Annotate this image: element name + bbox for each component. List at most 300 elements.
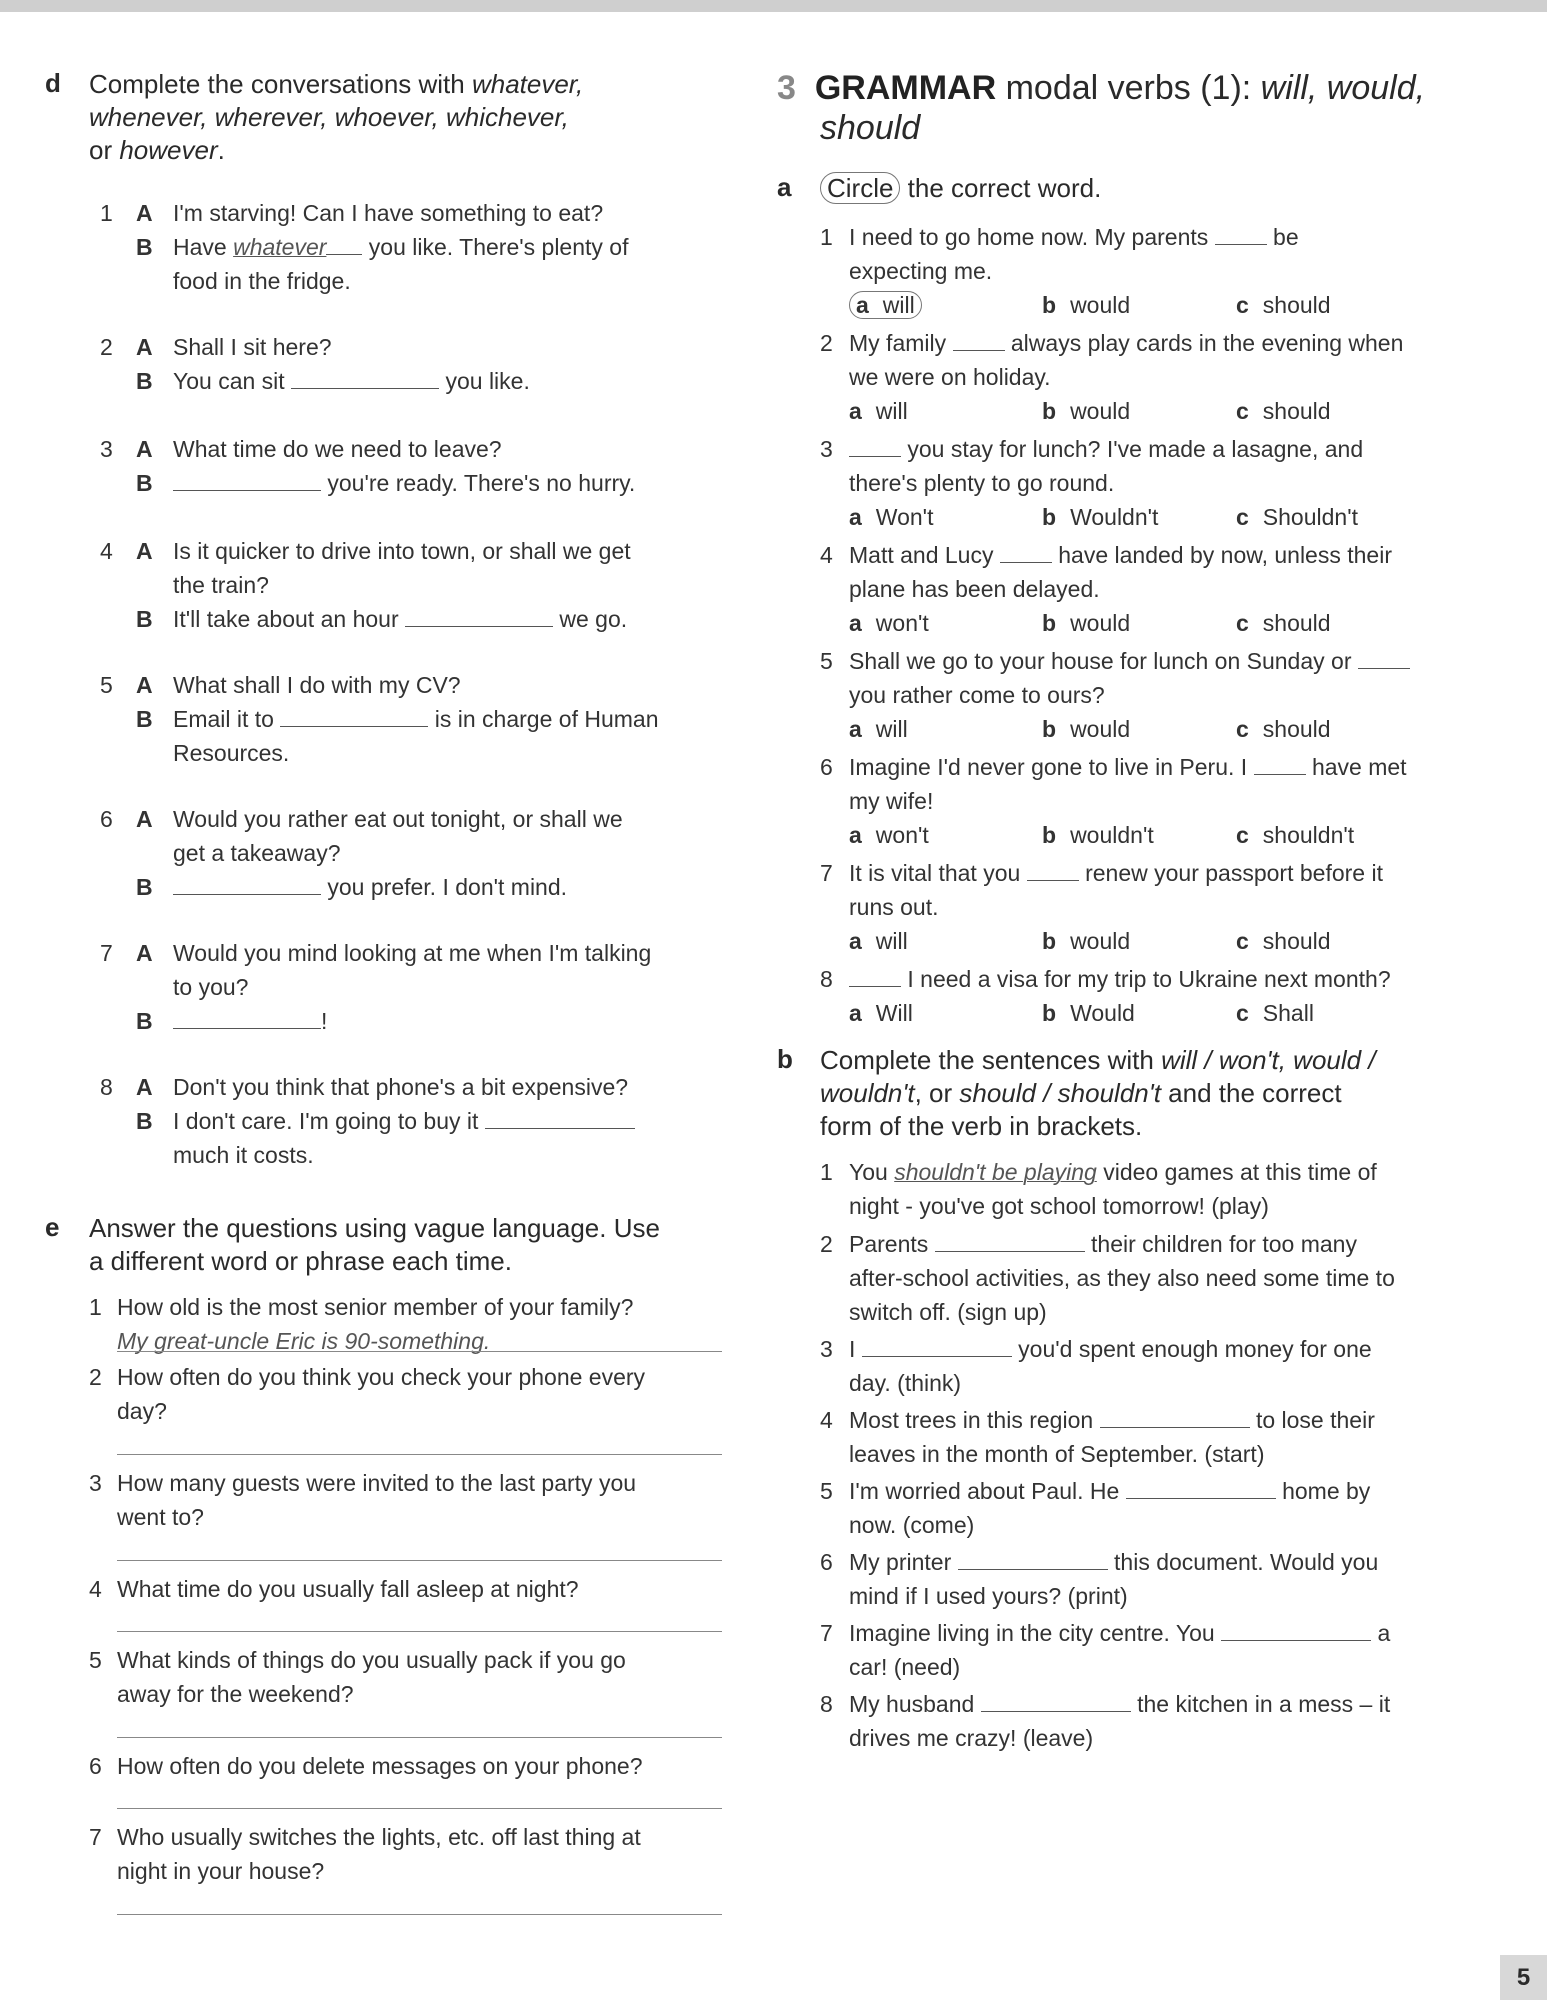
dialogue-line-b [173, 604, 627, 634]
heading-italic: will, would, [1260, 69, 1426, 107]
sentence-line-cont: night - you've got school tomorrow! (play) [849, 1193, 1269, 1219]
option-a[interactable] [849, 290, 922, 320]
instr-text: the correct word. [900, 173, 1102, 203]
answer-line[interactable] [117, 1808, 722, 1809]
option-letter: c [1236, 610, 1249, 636]
answer-blank[interactable] [1358, 648, 1410, 669]
item-number: 5 [820, 1478, 833, 1504]
question: How old is the most senior member of your family? [117, 1294, 634, 1320]
text: you prefer. I don't mind. [321, 874, 568, 900]
instr-text: . [217, 135, 225, 165]
dialogue-line-b [173, 468, 635, 498]
text: the kitchen in a mess – it [1130, 1691, 1391, 1717]
option-letter: b [1042, 610, 1057, 636]
answer-blank[interactable] [405, 606, 553, 627]
instr-text: a different word or phrase each time. [89, 1246, 512, 1276]
option-body [1236, 1000, 1314, 1026]
section-e-letter: e [45, 1212, 60, 1242]
example-answer: shouldn't be playing [894, 1159, 1097, 1185]
text: a [1371, 1620, 1391, 1646]
option-body [1042, 1000, 1135, 1026]
option-text: will [882, 292, 915, 318]
text: Most trees in this region [849, 1407, 1100, 1433]
text: Imagine I'd never gone to live in Peru. I [849, 754, 1254, 780]
instr-words: whenever, wherever, whoever, whichever, [89, 102, 569, 132]
option-a[interactable] [849, 820, 929, 850]
text: we go. [553, 606, 628, 632]
question: Who usually switches the lights, etc. off last thing at [117, 1824, 641, 1850]
dialogue-line-b-cont: food in the fridge. [173, 268, 351, 294]
dialogue-line-a: What time do we need to leave? [173, 436, 502, 462]
option-c[interactable] [1236, 290, 1331, 320]
item-number: 8 [820, 1691, 833, 1717]
option-b[interactable] [1042, 820, 1154, 850]
instr-text: Complete the conversations with [89, 69, 472, 99]
text: video games at this time of [1096, 1159, 1377, 1185]
text: you'd spent enough money for one [1011, 1336, 1372, 1362]
answer-blank[interactable] [1100, 1407, 1250, 1428]
item-number: 5 [89, 1647, 102, 1673]
speaker-b: B [136, 606, 153, 632]
question-line-cont: plane has been delayed. [849, 576, 1100, 602]
instr-text: Complete the sentences with [820, 1045, 1162, 1075]
sentence-line [849, 1476, 1370, 1506]
item-number: 2 [820, 1231, 833, 1257]
speaker-a: A [136, 806, 153, 832]
sentence-line-cont: day. (think) [849, 1370, 962, 1396]
text: renew your passport before it [1078, 860, 1383, 886]
speaker-b: B [136, 1108, 153, 1134]
answer-blank[interactable] [485, 1108, 635, 1129]
answer-blank[interactable] [849, 966, 901, 987]
option-b[interactable] [1042, 926, 1130, 956]
option-body [849, 928, 908, 954]
option-body [849, 610, 929, 636]
option-c[interactable] [1236, 820, 1354, 850]
speaker-b: B [136, 470, 153, 496]
option-body [1236, 504, 1358, 530]
instr-italic: should / shouldn't [959, 1078, 1161, 1108]
sentence-line [849, 1405, 1375, 1435]
question-line-cont: you rather come to ours? [849, 682, 1105, 708]
option-body [849, 398, 908, 424]
example-answer: whatever [233, 234, 327, 260]
dialogue-line-a-cont: get a takeaway? [173, 840, 341, 866]
text: to lose their [1249, 1407, 1375, 1433]
answer-blank[interactable] [173, 874, 321, 895]
option-letter: c [1236, 1000, 1249, 1026]
sentence-line [849, 1618, 1390, 1648]
text: My husband [849, 1691, 981, 1717]
answer-blank[interactable] [1000, 542, 1052, 563]
answer-line[interactable] [117, 1351, 722, 1352]
sentence-line [849, 1334, 1372, 1364]
instr-italic: will / won't, would / [1161, 1045, 1376, 1075]
answer-blank[interactable] [981, 1691, 1131, 1712]
text: Email it to [173, 706, 281, 732]
option-body [1042, 928, 1130, 954]
text: home by [1275, 1478, 1371, 1504]
grammar-3-heading [777, 68, 1477, 148]
option-a[interactable] [849, 998, 913, 1028]
text: have met [1305, 754, 1407, 780]
sentence-line [849, 1547, 1378, 1577]
option-body [849, 291, 922, 319]
text: My printer [849, 1549, 958, 1575]
question-line [849, 964, 1391, 994]
answer-blank[interactable] [326, 234, 362, 255]
option-body [849, 822, 929, 848]
option-body [1236, 822, 1354, 848]
option-c[interactable] [1236, 396, 1331, 426]
item-number: 2 [820, 330, 833, 356]
item-number: 1 [820, 1159, 833, 1185]
option-text: should [1262, 928, 1331, 954]
speaker-b: B [136, 1008, 153, 1034]
question-line-cont: runs out. [849, 894, 939, 920]
option-text: would [1070, 292, 1131, 318]
item-number: 2 [100, 334, 113, 360]
question-line-cont: my wife! [849, 788, 934, 814]
option-b[interactable] [1042, 290, 1130, 320]
instr-italic: wouldn't [820, 1078, 915, 1108]
speaker-a: A [136, 672, 153, 698]
option-text: wouldn't [1070, 822, 1154, 848]
question-line [849, 540, 1392, 570]
sentence-line-cont: switch off. (sign up) [849, 1299, 1047, 1325]
answer-line[interactable] [117, 1560, 722, 1561]
option-body [1042, 822, 1154, 848]
option-letter: a [849, 398, 862, 424]
question-line [849, 752, 1407, 782]
sentence-line [849, 1689, 1390, 1719]
speaker-b: B [136, 874, 153, 900]
dialogue-line-a: What shall I do with my CV? [173, 672, 461, 698]
item-number: 7 [89, 1824, 102, 1850]
option-text: will [875, 716, 908, 742]
dialogue-line-b [173, 1006, 327, 1036]
item-number: 7 [820, 860, 833, 886]
text: Shall we go to your house for lunch on Sunday or [849, 648, 1358, 674]
option-text: should [1262, 292, 1331, 318]
text: their children for too many [1084, 1231, 1357, 1257]
answer-blank[interactable] [173, 1008, 321, 1029]
option-text: won't [875, 610, 929, 636]
dialogue-line-b-cont: much it costs. [173, 1142, 314, 1168]
answer-blank[interactable] [1254, 754, 1306, 775]
question-cont: day? [117, 1398, 167, 1424]
option-letter: a [849, 822, 862, 848]
option-c[interactable] [1236, 998, 1314, 1028]
option-body [1042, 504, 1158, 530]
item-number: 6 [820, 754, 833, 780]
speaker-a: A [136, 436, 153, 462]
item-number: 3 [100, 436, 113, 462]
answer-blank[interactable] [862, 1336, 1012, 1357]
item-number: 8 [820, 966, 833, 992]
option-letter: b [1042, 504, 1057, 530]
option-text: should [1262, 398, 1331, 424]
option-text: would [1070, 928, 1131, 954]
text: You can sit [173, 368, 292, 394]
option-body [849, 504, 933, 530]
item-number: 1 [89, 1294, 102, 1320]
answer-line[interactable] [117, 1631, 722, 1632]
item-number: 5 [820, 648, 833, 674]
question: What time do you usually fall asleep at night? [117, 1576, 579, 1602]
question: How often do you delete messages on your phone? [117, 1753, 643, 1779]
option-letter: c [1236, 822, 1249, 848]
example-answer: My great-uncle Eric is 90-something. [117, 1328, 491, 1354]
sentence-line-cont: drives me crazy! (leave) [849, 1725, 1094, 1751]
page-number: 5 [1500, 1955, 1547, 2000]
option-body [1236, 292, 1331, 318]
item-number: 4 [820, 542, 833, 568]
question-line [849, 328, 1403, 358]
answer-line[interactable] [117, 1914, 722, 1915]
option-text: will [875, 928, 908, 954]
option-text: would [1070, 610, 1131, 636]
question-cont: night in your house? [117, 1858, 325, 1884]
option-text: shouldn't [1262, 822, 1355, 848]
option-text: won't [875, 822, 929, 848]
option-letter: a [849, 716, 862, 742]
option-letter: b [1042, 292, 1057, 318]
section-b-instruction [820, 1044, 1520, 1143]
option-letter: c [1236, 398, 1249, 424]
option-body [1236, 928, 1331, 954]
answer-blank[interactable] [1126, 1478, 1276, 1499]
section-d-instruction [89, 68, 689, 167]
item-number: 1 [820, 224, 833, 250]
sentence-line-cont: car! (need) [849, 1654, 961, 1680]
option-text: Shall [1262, 1000, 1314, 1026]
text: It'll take about an hour [173, 606, 405, 632]
sentence-line-cont: after-school activities, as they also need some time to [849, 1265, 1395, 1291]
option-a[interactable] [849, 714, 908, 744]
section-d-letter: d [45, 68, 61, 98]
dialogue-line-a: Is it quicker to drive into town, or shall we get [173, 538, 631, 564]
option-c[interactable] [1236, 714, 1331, 744]
question-line-cont: we were on holiday. [849, 364, 1051, 390]
dialogue-line-a: Shall I sit here? [173, 334, 332, 360]
question: How often do you think you check your phone every [117, 1364, 646, 1390]
item-number: 6 [89, 1753, 102, 1779]
dialogue-line-a: Would you rather eat out tonight, or shall we [173, 806, 623, 832]
option-c[interactable] [1236, 608, 1331, 638]
text: you're ready. There's no hurry. [321, 470, 636, 496]
question-line [849, 222, 1299, 252]
option-body [1042, 292, 1130, 318]
instr-words: however [119, 135, 218, 165]
text: you stay for lunch? I've made a lasagne, and [901, 436, 1364, 462]
option-body [849, 716, 908, 742]
speaker-a: A [136, 940, 153, 966]
item-number: 1 [100, 200, 113, 226]
sentence-line-cont: mind if I used yours? (print) [849, 1583, 1128, 1609]
option-text: Will [875, 1000, 913, 1026]
question-line [849, 858, 1383, 888]
section-e-instruction [89, 1212, 689, 1278]
instr-text: and the correct [1160, 1078, 1342, 1108]
question-cont: away for the weekend? [117, 1681, 354, 1707]
speaker-a: A [136, 1074, 153, 1100]
section-a-instruction [820, 172, 1420, 205]
text: My family [849, 330, 953, 356]
answer-blank[interactable] [935, 1231, 1085, 1252]
option-letter: a [849, 928, 862, 954]
option-c[interactable] [1236, 502, 1358, 532]
option-a[interactable] [849, 396, 908, 426]
instr-text: or [89, 135, 120, 165]
sentence-line [849, 1229, 1357, 1259]
dialogue-line-a-cont: to you? [173, 974, 249, 1000]
dialogue-line-b [173, 232, 628, 262]
text: I don't care. I'm going to buy it [173, 1108, 485, 1134]
option-body [1236, 610, 1331, 636]
item-number: 2 [89, 1364, 102, 1390]
option-b[interactable] [1042, 608, 1130, 638]
question-line-cont: expecting me. [849, 258, 993, 284]
dialogue-line-a: I'm starving! Can I have something to eat? [173, 200, 604, 226]
dialogue-line-a: Would you mind looking at me when I'm talking [173, 940, 652, 966]
dialogue-line-b [173, 366, 530, 396]
text: Parents [849, 1231, 935, 1257]
item-number: 4 [89, 1576, 102, 1602]
option-text: Shouldn't [1262, 504, 1358, 530]
left-column [0, 0, 760, 2000]
option-b[interactable] [1042, 502, 1158, 532]
question-line [849, 646, 1410, 676]
item-number: 6 [100, 806, 113, 832]
section-number: 3 [777, 69, 796, 107]
item-number: 8 [100, 1074, 113, 1100]
answer-blank[interactable] [280, 706, 428, 727]
option-a[interactable] [849, 926, 908, 956]
option-text: should [1262, 610, 1331, 636]
answer-blank[interactable] [958, 1549, 1108, 1570]
text: ! [321, 1008, 328, 1034]
question-line-cont: there's plenty to go round. [849, 470, 1115, 496]
item-number: 3 [820, 436, 833, 462]
section-b-letter: b [777, 1044, 793, 1074]
text: I need a visa for my trip to Ukraine next month? [901, 966, 1391, 992]
dialogue-line-b [173, 704, 659, 734]
circle-word: Circle [820, 172, 900, 204]
option-text: would [1070, 716, 1131, 742]
option-letter: c [1236, 716, 1249, 742]
text: you like. There's plenty of [362, 234, 629, 260]
option-text: would [1070, 398, 1131, 424]
answer-line[interactable] [117, 1737, 722, 1738]
sentence-line [849, 1157, 1377, 1187]
option-letter: a [849, 504, 862, 530]
instr-words: whatever, [471, 69, 584, 99]
question: How many guests were invited to the last party you [117, 1470, 637, 1496]
option-letter: c [1236, 928, 1249, 954]
text: It is vital that you [849, 860, 1027, 886]
speaker-b: B [136, 706, 153, 732]
option-letter: b [1042, 398, 1057, 424]
text: I need to go home now. My parents [849, 224, 1215, 250]
answer-blank[interactable] [1221, 1620, 1371, 1641]
speaker-a: A [136, 538, 153, 564]
option-b[interactable] [1042, 714, 1130, 744]
instr-text: form of the verb in brackets. [820, 1111, 1143, 1141]
question: What kinds of things do you usually pack if you go [117, 1647, 626, 1673]
dialogue-line-a: Don't you think that phone's a bit expensive? [173, 1074, 629, 1100]
option-b[interactable] [1042, 998, 1135, 1028]
answer-blank[interactable] [291, 368, 439, 389]
text: be [1266, 224, 1299, 250]
speaker-a: A [136, 334, 153, 360]
item-number: 7 [100, 940, 113, 966]
heading-italic: should [820, 109, 921, 147]
option-letter: b [1042, 822, 1057, 848]
option-c[interactable] [1236, 926, 1331, 956]
dialogue-line-b [173, 872, 567, 902]
text: this document. Would you [1107, 1549, 1379, 1575]
answer-blank[interactable] [953, 330, 1005, 351]
option-letter: a [849, 610, 862, 636]
heading-text: modal verbs (1): [996, 69, 1261, 107]
question-cont: went to? [117, 1504, 204, 1530]
answer-blank[interactable] [849, 436, 901, 457]
answer-line[interactable] [117, 1454, 722, 1455]
sentence-line-cont: leaves in the month of September. (start) [849, 1441, 1265, 1467]
item-number: 6 [820, 1549, 833, 1575]
option-letter: b [1042, 716, 1057, 742]
text: Have [173, 234, 234, 260]
option-text: Would [1070, 1000, 1135, 1026]
option-body [1236, 398, 1331, 424]
option-b[interactable] [1042, 396, 1130, 426]
option-a[interactable] [849, 608, 929, 638]
text: Matt and Lucy [849, 542, 1000, 568]
text: Imagine living in the city centre. You [849, 1620, 1222, 1646]
option-body [1042, 716, 1130, 742]
answer-blank[interactable] [173, 470, 321, 491]
option-letter: c [1236, 292, 1249, 318]
item-number: 4 [820, 1407, 833, 1433]
option-letter: b [1042, 1000, 1057, 1026]
item-number: 7 [820, 1620, 833, 1646]
option-text: Wouldn't [1070, 504, 1159, 530]
option-letter: b [1042, 928, 1057, 954]
option-body [849, 1000, 913, 1026]
grammar-label: GRAMMAR [814, 69, 997, 107]
speaker-a: A [136, 200, 153, 226]
option-letter: a [849, 1000, 862, 1026]
item-number: 5 [100, 672, 113, 698]
answer-blank[interactable] [1027, 860, 1079, 881]
instr-text: Answer the questions using vague language. Use [89, 1213, 660, 1243]
item-number: 3 [89, 1470, 102, 1496]
text: always play cards in the evening when [1004, 330, 1404, 356]
answer-blank[interactable] [1215, 224, 1267, 245]
text: have landed by now, unless their [1051, 542, 1392, 568]
dialogue-line-b [173, 1106, 635, 1136]
option-body [1042, 398, 1130, 424]
option-a[interactable] [849, 502, 933, 532]
text: I'm worried about Paul. He [849, 1478, 1126, 1504]
instr-text: , or [914, 1078, 960, 1108]
text: You [849, 1159, 895, 1185]
dialogue-line-a-cont: the train? [173, 572, 269, 598]
option-letter: a [856, 292, 869, 318]
item-number: 3 [820, 1336, 833, 1362]
text: I [849, 1336, 862, 1362]
